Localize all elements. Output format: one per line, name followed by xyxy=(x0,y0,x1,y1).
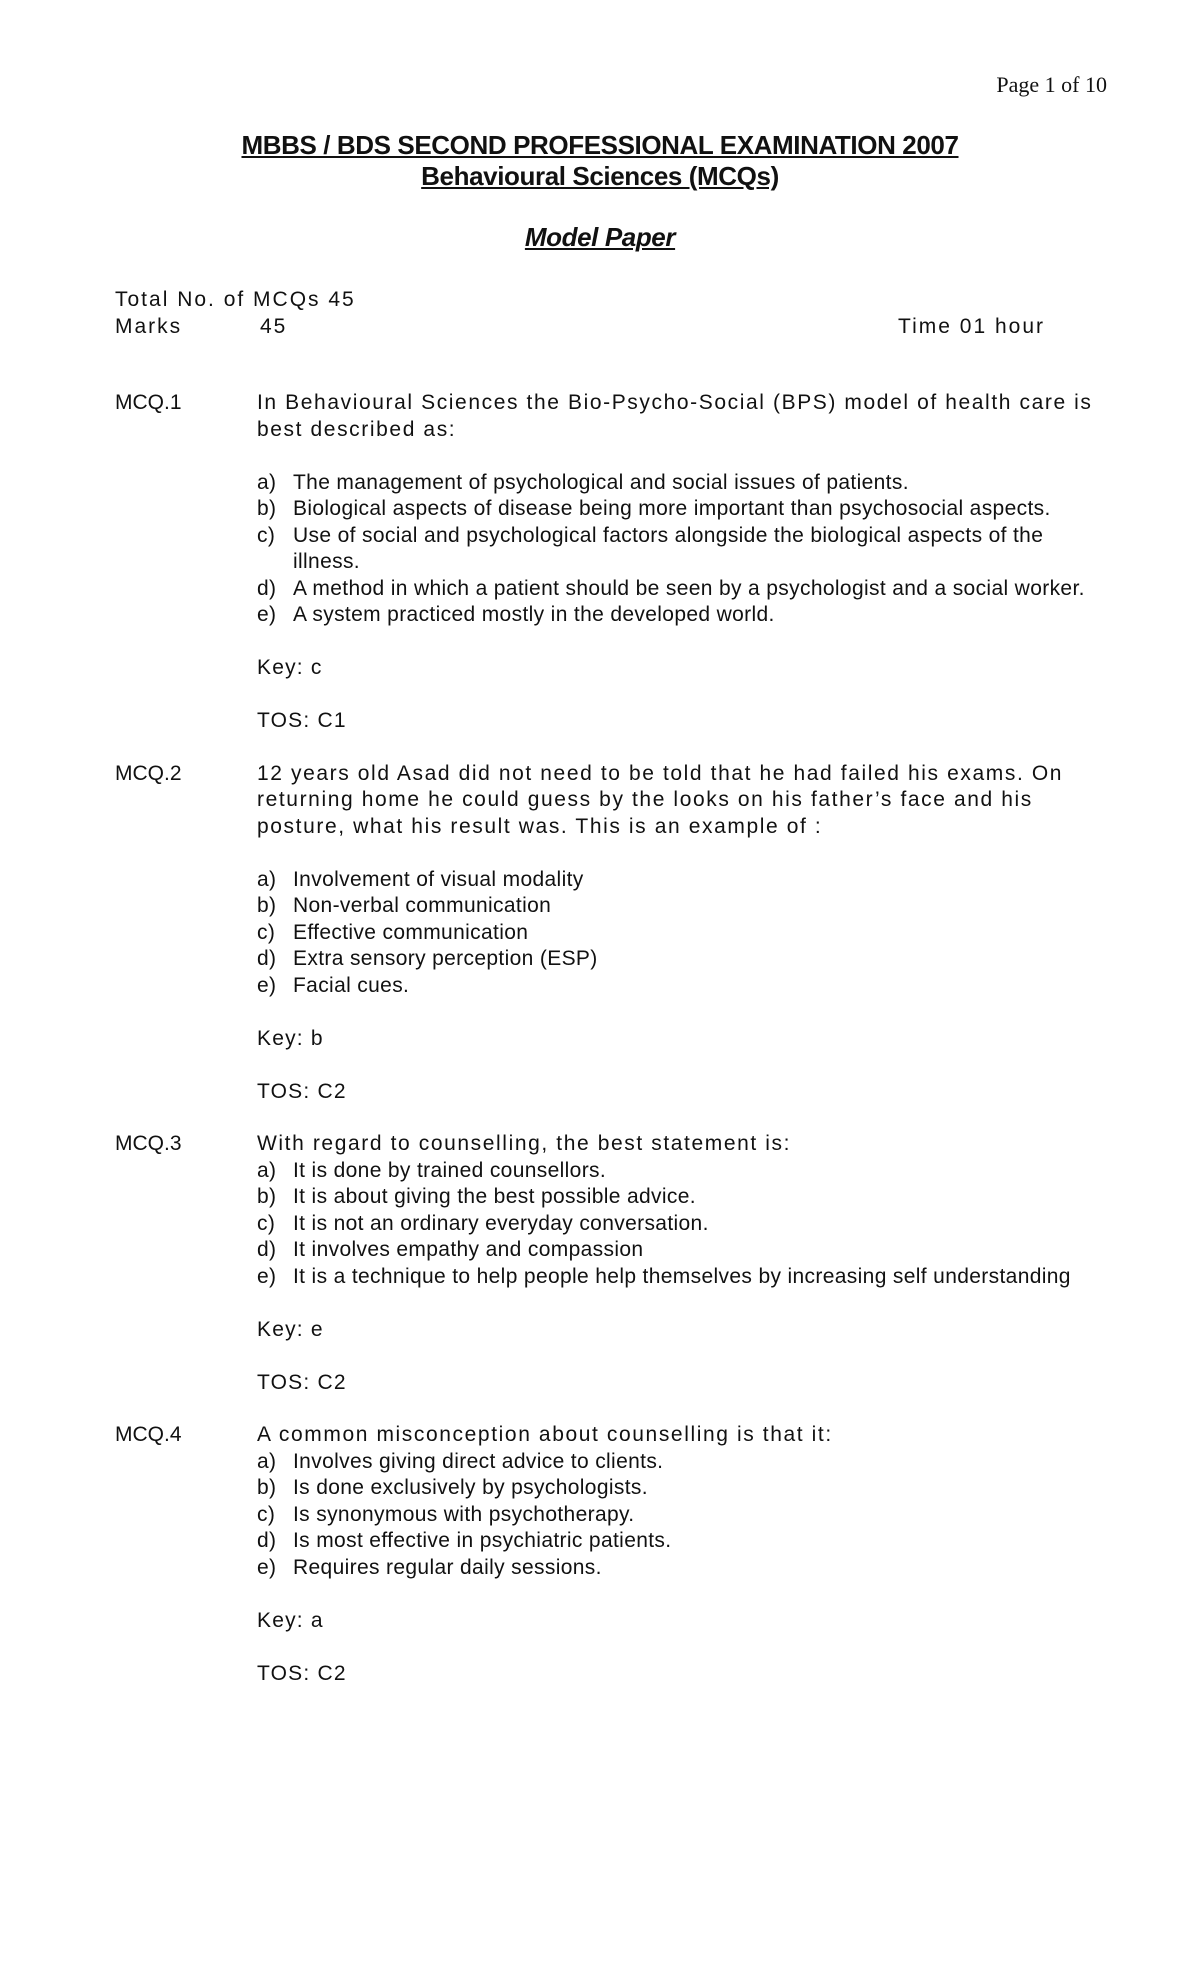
option-list xyxy=(257,470,1105,629)
option-letter: e) xyxy=(257,1264,277,1288)
option-e xyxy=(257,602,1105,629)
option-text: Is most effective in psychiatric patients. xyxy=(293,1529,672,1552)
question-body xyxy=(257,761,1105,1106)
question-number: MCQ.4 xyxy=(115,1423,182,1446)
option-e xyxy=(257,1555,1105,1582)
option-text: It is done by trained counsellors. xyxy=(293,1158,607,1182)
option-d xyxy=(257,1237,1105,1264)
exam-time: Time 01 hour xyxy=(898,315,1045,338)
option-text: Facial cues. xyxy=(293,973,410,997)
option-text: Non-verbal communication xyxy=(293,894,552,917)
question-2 xyxy=(115,761,1105,1106)
option-d xyxy=(257,1528,1105,1555)
option-letter: d) xyxy=(257,947,277,970)
page-number: Page 1 of 10 xyxy=(996,72,1107,97)
option-b xyxy=(257,496,1105,523)
document-header xyxy=(0,130,1200,253)
option-text: Requires regular daily sessions. xyxy=(293,1555,602,1579)
answer-key: Key: a xyxy=(257,1608,324,1632)
option-text: A method in which a patient should be seen by a psychologist and a social worker. xyxy=(293,576,1085,600)
option-letter: a) xyxy=(257,1449,277,1473)
question-3 xyxy=(115,1131,1105,1396)
option-letter: d) xyxy=(257,576,277,600)
tos-code: TOS: C2 xyxy=(257,1661,347,1685)
option-text: Biological aspects of disease being more important than psychosocial aspects. xyxy=(293,497,1051,520)
option-letter: d) xyxy=(257,1238,277,1261)
option-e xyxy=(257,1264,1105,1291)
marks-label: Marks xyxy=(115,315,183,338)
question-list xyxy=(115,390,1105,1713)
option-letter: e) xyxy=(257,603,277,626)
option-d xyxy=(257,576,1105,603)
option-a xyxy=(257,1158,1105,1185)
tos-code: TOS: C2 xyxy=(257,1370,347,1394)
option-letter: b) xyxy=(257,1185,277,1208)
option-b xyxy=(257,1475,1105,1502)
option-text: Use of social and psychological factors alongside the biological aspects of the illness. xyxy=(293,523,1044,573)
question-number: MCQ.3 xyxy=(115,1132,182,1155)
paper-type: Model Paper xyxy=(524,222,676,252)
marks-value: 45 xyxy=(260,315,288,338)
option-list xyxy=(257,867,1105,1000)
tos-code: TOS: C2 xyxy=(257,1079,347,1103)
total-mcqs-row xyxy=(115,286,1045,313)
option-letter: b) xyxy=(257,894,277,917)
option-letter: e) xyxy=(257,973,277,997)
option-letter: e) xyxy=(257,1555,277,1579)
option-text: A system practiced mostly in the developed world. xyxy=(293,603,775,626)
option-letter: a) xyxy=(257,470,277,494)
question-text: In Behavioural Sciences the Bio-Psycho-Social (BPS) model of health care is best described as: xyxy=(257,391,1093,441)
question-body xyxy=(257,1131,1105,1396)
option-e xyxy=(257,973,1105,1000)
option-text: Is done exclusively by psychologists. xyxy=(293,1476,648,1499)
option-text: It is not an ordinary everyday conversation. xyxy=(293,1211,709,1235)
option-text: Involvement of visual modality xyxy=(293,867,584,891)
option-text: Extra sensory perception (ESP) xyxy=(293,947,598,970)
option-text: It is a technique to help people help themselves by increasing self understanding xyxy=(293,1264,1071,1288)
option-b xyxy=(257,1184,1105,1211)
option-letter: b) xyxy=(257,497,277,520)
exam-title: MBBS / BDS SECOND PROFESSIONAL EXAMINATION 2007 xyxy=(241,130,959,160)
question-number: MCQ.1 xyxy=(115,391,182,414)
option-list xyxy=(257,1158,1105,1291)
option-text: Involves giving direct advice to clients. xyxy=(293,1449,664,1473)
option-letter: b) xyxy=(257,1476,277,1499)
answer-key: Key: c xyxy=(257,656,323,679)
answer-key: Key: e xyxy=(257,1317,324,1341)
option-text: It is about giving the best possible advice. xyxy=(293,1185,696,1208)
exam-subtitle: Behavioural Sciences (MCQs) xyxy=(421,161,779,191)
tos-code: TOS: C1 xyxy=(257,709,347,732)
option-b xyxy=(257,893,1105,920)
option-letter: c) xyxy=(257,1211,276,1235)
question-text: With regard to counselling, the best statement is: xyxy=(257,1132,792,1155)
option-d xyxy=(257,946,1105,973)
option-text: Effective communication xyxy=(293,920,529,944)
question-text: 12 years old Asad did not need to be told that he had failed his exams. On returning home he could guess by the looks on his father’s face and his posture, what his result was. This is an example of : xyxy=(257,761,1064,838)
option-letter: a) xyxy=(257,1158,277,1182)
option-c xyxy=(257,1211,1105,1238)
option-c xyxy=(257,1502,1105,1529)
option-letter: c) xyxy=(257,1502,276,1526)
option-letter: c) xyxy=(257,523,276,547)
option-text: It involves empathy and compassion xyxy=(293,1238,644,1261)
option-text: Is synonymous with psychotherapy. xyxy=(293,1502,635,1526)
question-body xyxy=(257,390,1105,735)
option-a xyxy=(257,867,1105,894)
option-c xyxy=(257,920,1105,947)
option-text: The management of psychological and social issues of patients. xyxy=(293,470,909,494)
total-mcqs: Total No. of MCQs 45 xyxy=(115,288,356,311)
exam-meta xyxy=(115,286,1045,340)
question-body xyxy=(257,1422,1105,1687)
option-a xyxy=(257,470,1105,497)
option-c xyxy=(257,523,1105,576)
marks-time-row xyxy=(115,313,1045,340)
option-letter: a) xyxy=(257,867,277,891)
option-letter: d) xyxy=(257,1529,277,1552)
option-letter: c) xyxy=(257,920,276,944)
question-1 xyxy=(115,390,1105,735)
option-list xyxy=(257,1449,1105,1582)
question-number: MCQ.2 xyxy=(115,761,182,785)
option-a xyxy=(257,1449,1105,1476)
answer-key: Key: b xyxy=(257,1026,324,1050)
question-4 xyxy=(115,1422,1105,1687)
question-text: A common misconception about counselling is that it: xyxy=(257,1423,833,1446)
